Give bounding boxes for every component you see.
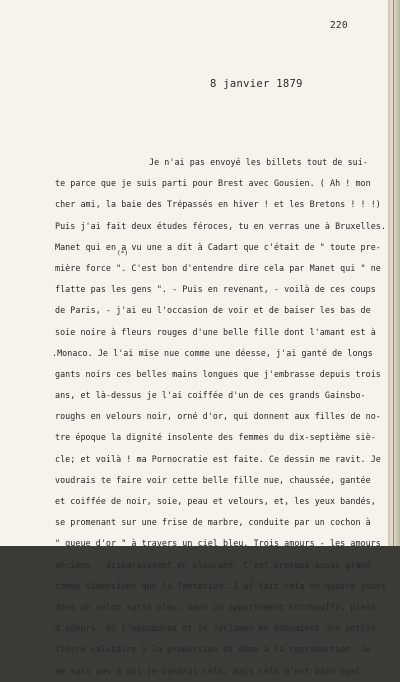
- text-line: Manet qui en a vu une a dit à Cadart que c'était de " toute pre-: [55, 241, 381, 252]
- text-line: cle; et voilà ! ma Pornocratie est faite. Ce dessin me ravit. Je: [55, 453, 381, 464]
- text-line: anciens - disparaissent en pleurant. C'est presque aussi grand: [55, 559, 371, 570]
- text-line: se promenant sur une frise de marbre, conduite par un cochon à: [55, 517, 371, 528]
- text-line: de Paris, - j'ai eu l'occasion de voir et de baiser les bas de: [55, 305, 371, 316]
- text-line: tre époque la dignité insolente des femmes du dix-septième siè-: [55, 432, 376, 443]
- text-line: fièvre salutaire à la production et même à la reproduction. Je: [55, 644, 371, 655]
- text-line: " queue d'or " à travers un ciel bleu. Trois amours - les amours: [55, 538, 381, 549]
- binding-line: [393, 0, 394, 546]
- text-line: ne sais pas à qui je vendrai cela, mais cela m'est bien égal.: [55, 665, 366, 676]
- text-line: cher ami, la baie des Trépassés en hiver ! et les Bretons ! ! !): [55, 199, 381, 210]
- text-line: Puis j'ai fait deux études féroces, tu en verras une à Bruxelles.: [55, 220, 386, 231]
- text-line: d'odeurs, où l'oppoponax et le cyclamen me donnaient une petite: [55, 623, 376, 634]
- text-line: gants noirs ces belles mains longues que j'embrasse depuis trois: [55, 368, 381, 379]
- text-line: et coiffée de noir, soie, peau et velours, et, les yeux bandés,: [55, 496, 376, 506]
- text-line: dans un salon satin bleu, dans un appartement surchauffé, plein: [55, 601, 376, 612]
- text-line: voudrais te faire voir cette belle fille nue, chaussée, gantée: [55, 474, 371, 485]
- text-line: ans, et là-dessus je l'ai coiffée d'un de ces grands Gainsbo-: [55, 390, 366, 401]
- text-line: roughs en velours noir, orné d'or, qui donnent aux filles de no-: [55, 411, 381, 422]
- letter-body: [52, 152, 386, 682]
- text-line: Je n'ai pas envoyé les billets tout de sui-: [149, 157, 368, 167]
- text-line: flatte pas les gens ". - Puis en revenant, - voilà de ces coups: [55, 284, 376, 295]
- text-line: soie noire à fleurs rouges d'une belle fille dont l'amant est à: [55, 326, 376, 337]
- text-line: mière force ". C'est bon d'entendre dire cela par Manet qui " ne: [55, 262, 381, 273]
- text-line: te parce que je suis parti pour Brest avec Gousien. ( Ah ! mon: [55, 178, 371, 189]
- footnote-marker: (*): [117, 250, 128, 257]
- text-line: .Monaco. Je l'ai mise nue comme une déesse, j'ai ganté de longs: [52, 347, 373, 358]
- text-line: comme dimensions que la Tentation. J'ai fait cela en quatre jours: [55, 580, 386, 591]
- letter-date: 8 janvier 1879: [210, 78, 303, 90]
- page-number: 220: [330, 20, 348, 31]
- binding-edge: [388, 0, 400, 546]
